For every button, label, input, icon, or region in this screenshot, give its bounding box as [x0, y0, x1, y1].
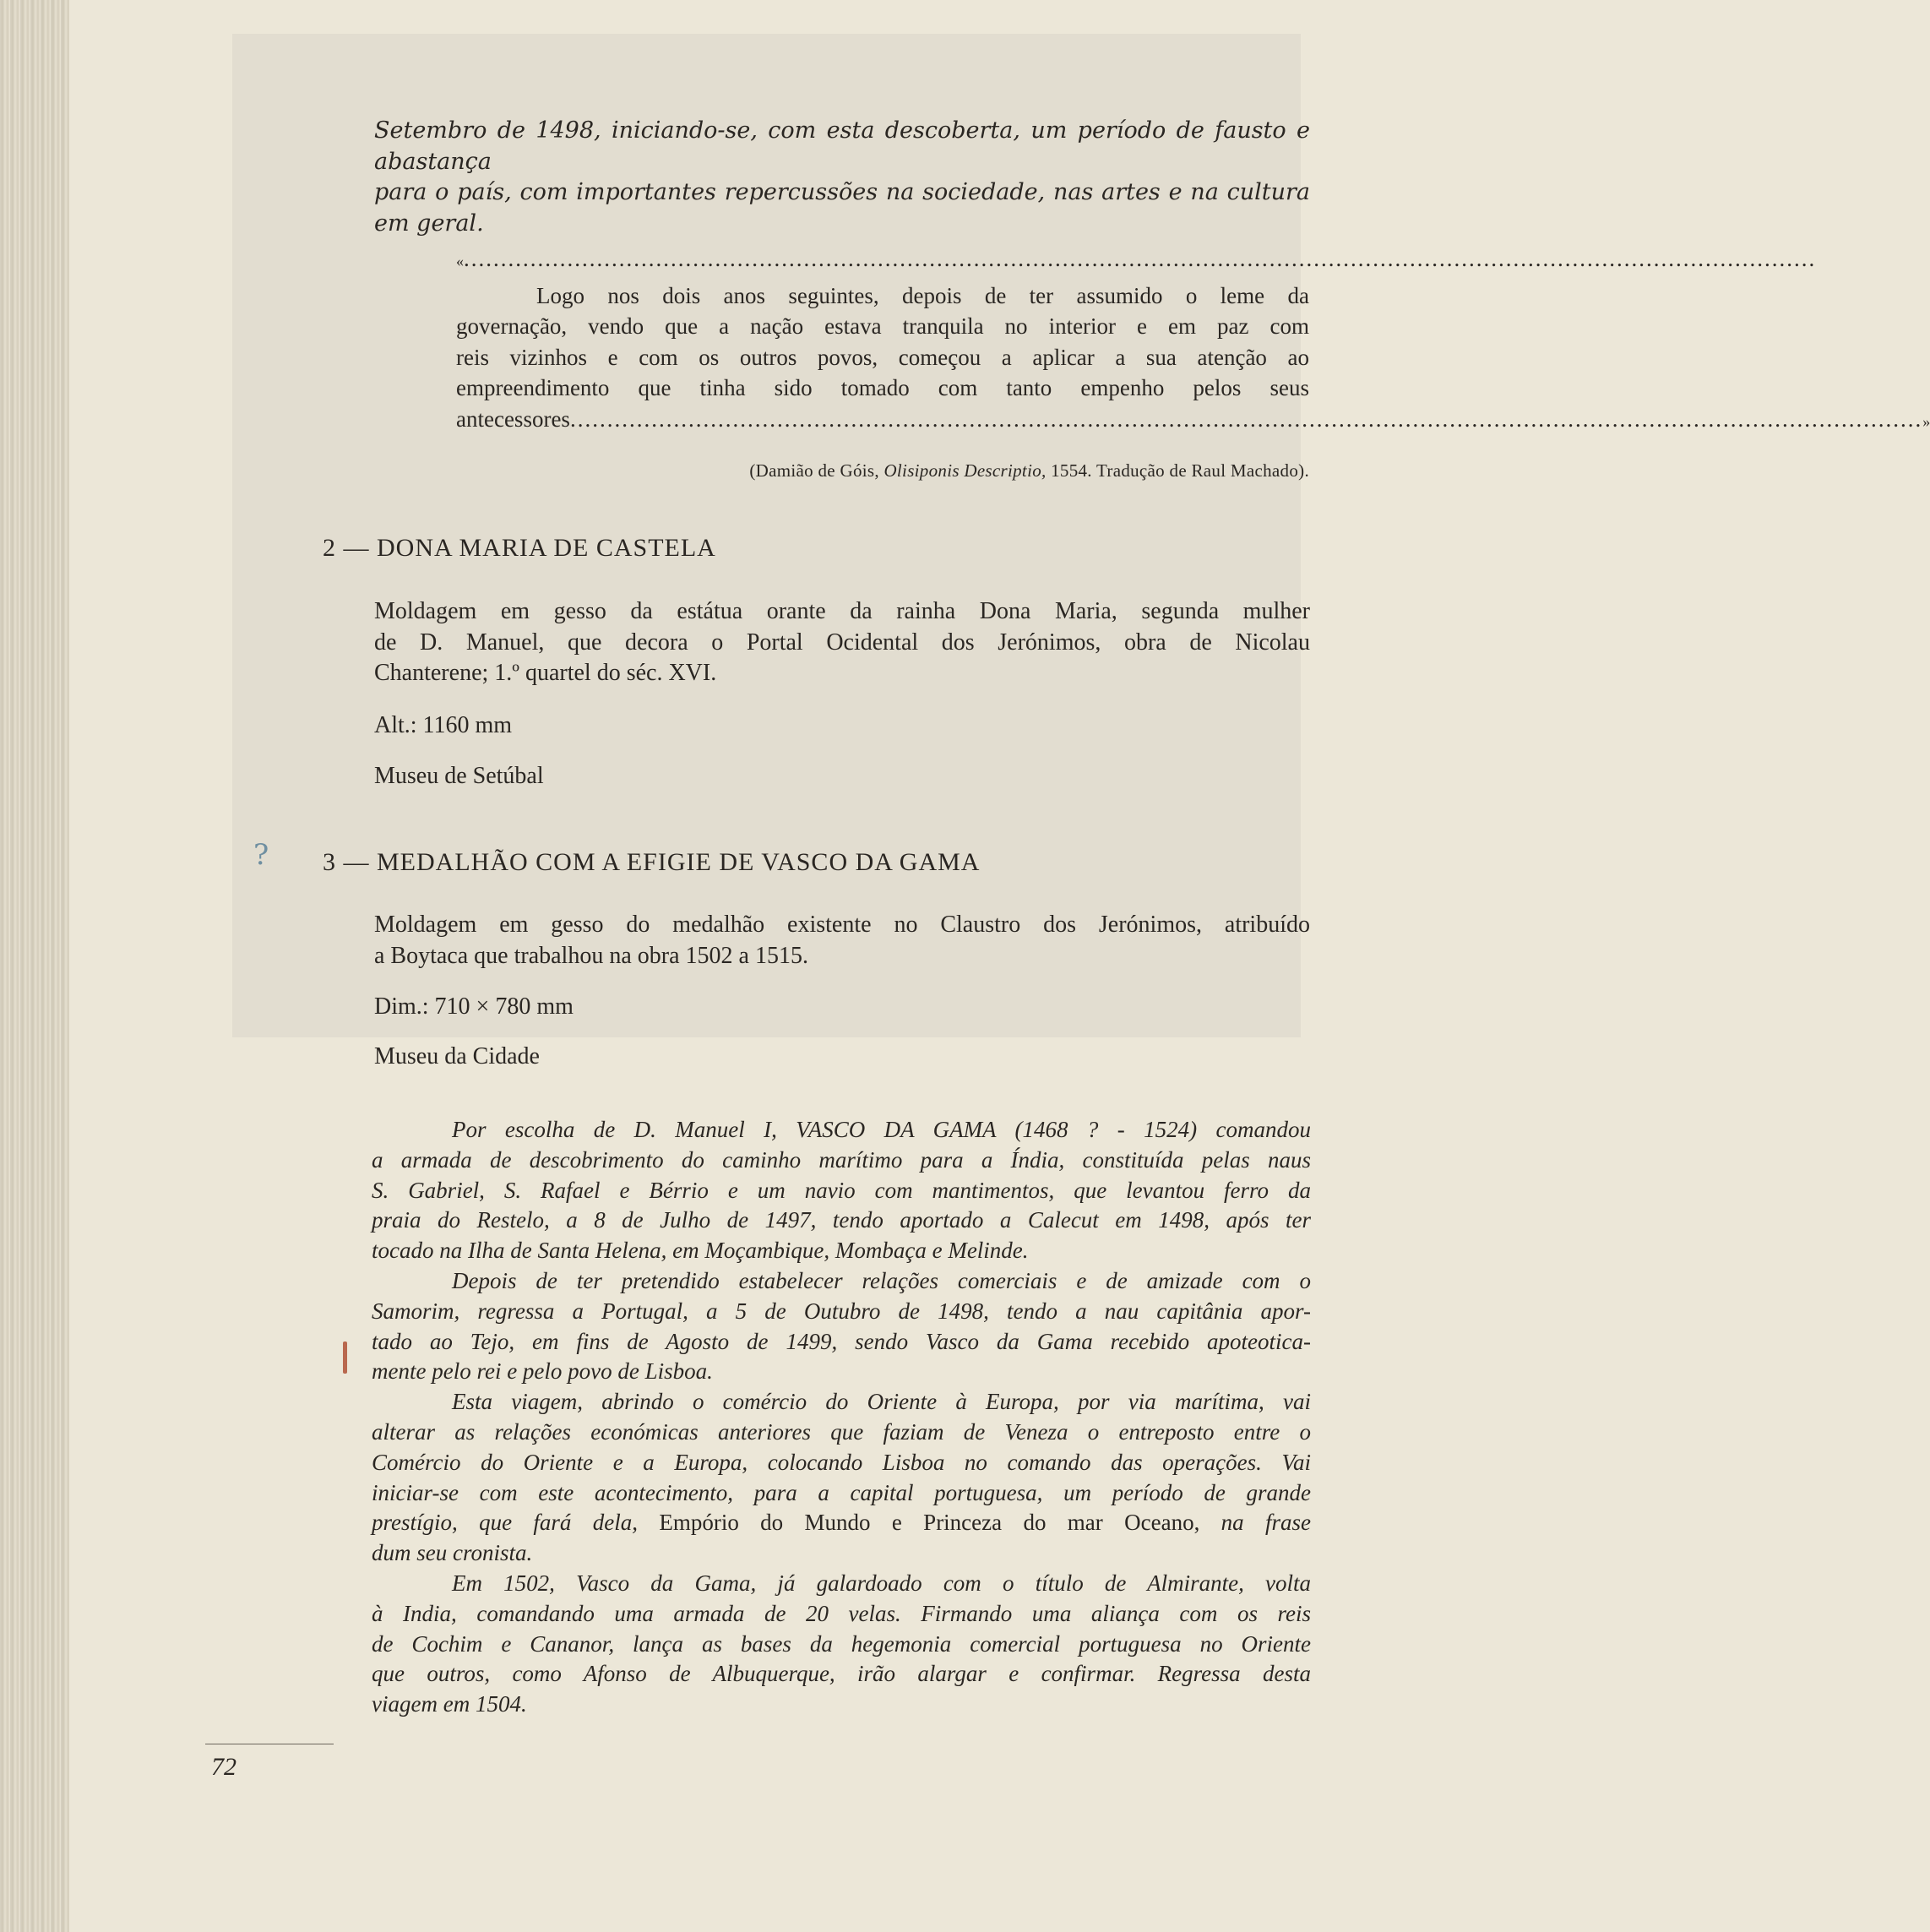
quote-line: governação, vendo que a nação estava tranquila no interior e em paz com — [456, 313, 1309, 339]
item-2-museum: Museu de Setúbal — [374, 763, 544, 789]
narrative-line: praia do Restelo, a 8 de Julho de 1497, tendo aportado a Calecut em 1498, após ter — [372, 1207, 1311, 1233]
quote-line: reis vizinhos e com os outros povos, começou a aplicar a sua atenção ao — [456, 344, 1309, 370]
narrative-line: à India, comandando uma armada de 20 velas. Firmando uma aliança com os reis — [372, 1600, 1311, 1626]
narrative-line: iniciar-se com este acontecimento, para a capital portuguesa, um período de grande — [372, 1479, 1311, 1505]
desc-line: Moldagem em gesso da estátua orante da rainha Dona Maria, segunda mulher — [374, 598, 1310, 624]
intro-line: Setembro de 1498, iniciando-se, com esta descoberta, um período de fausto e abastança — [374, 117, 1310, 175]
desc-line: a Boytaca que trabalhou na obra 1502 a 1515. — [374, 942, 808, 969]
desc-line: de D. Manuel, que decora o Portal Ocidental dos Jerónimos, obra de Nicolau — [374, 629, 1310, 656]
quote-citation — [749, 460, 1309, 482]
item-3-heading: 3 — MEDALHÃO COM A EFIGIE DE VASCO DA GAMA — [323, 848, 981, 876]
quote-block — [456, 243, 1930, 437]
narrative-line: Comércio do Oriente e a Europa, colocando Lisboa no comando das operações. Vai — [372, 1449, 1311, 1475]
narrative-line: Esta viagem, abrindo o comércio do Oriente à Europa, por via marítima, vai — [452, 1389, 1311, 1415]
citation-detail: 1554. Tradução de Raul Machado). — [1046, 460, 1309, 481]
narrative-line: a armada de descobrimento do caminho marítimo para a Índia, constituída pelas naus — [372, 1146, 1311, 1173]
narrative-line-mixed — [372, 1508, 1311, 1538]
desc-line: Moldagem em gesso do medalhão existente no Claustro dos Jerónimos, atribuído — [374, 912, 1310, 938]
quote-last-line — [456, 404, 1930, 438]
citation-author: (Damião de Góis, — [749, 460, 884, 481]
item-2-alt: Alt.: 1160 mm — [374, 712, 513, 738]
narrative-line: de Cochim e Cananor, lança as bases da hegemonia comercial portuguesa no Oriente — [372, 1630, 1311, 1657]
intro-line: para o país, com importantes repercussões na sociedade, nas artes e na cultura — [374, 179, 1310, 205]
quote-open-line — [456, 243, 1817, 277]
quote-last-word: antecessores — [456, 405, 570, 432]
narrative-line: tocado na Ilha de Santa Helena, em Moçambique, Mombaça e Melinde. — [372, 1238, 1029, 1264]
narrative-line: Samorim, regressa a Portugal, a 5 de Outubro de 1498, tendo a nau capitânia apor- — [372, 1298, 1311, 1324]
item-3-description — [374, 910, 1310, 971]
narrative-fragment: na frase — [1199, 1510, 1312, 1536]
narrative-line: que outros, como Afonso de Albuquerque, irão alargar e confirmar. Regressa desta — [372, 1661, 1311, 1687]
book-page-edge — [0, 0, 69, 1932]
narrative-fragment: prestígio, que fará dela, — [372, 1510, 660, 1536]
quote-open-mark: « — [456, 253, 464, 269]
red-margin-mark — [343, 1342, 347, 1374]
item-2-description — [374, 596, 1310, 689]
narrative-line: Por escolha de D. Manuel I, VASCO DA GAMA (1468 ? - 1524) comandou — [452, 1117, 1311, 1142]
narrative-text — [372, 1115, 1311, 1720]
item-3-museum: Museu da Cidade — [374, 1043, 540, 1069]
narrative-line: Depois de ter pretendido estabelecer relações comerciais e de amizade com o — [452, 1267, 1311, 1293]
page-number: 72 — [211, 1753, 236, 1781]
narrative-line: dum seu cronista. — [372, 1540, 533, 1566]
dot-leader: ....................................................................................................................................................................................... — [464, 246, 1817, 271]
item-2-heading: 2 — DONA MARIA DE CASTELA — [323, 534, 716, 562]
desc-line: Chanterene; 1.º quartel do séc. XVI. — [374, 660, 717, 686]
quote-line: empreendimento que tinha sido tomado com tanto empenho pelos seus — [456, 375, 1309, 400]
intro-line: em geral. — [374, 210, 484, 237]
narrative-line: viagem em 1504. — [372, 1691, 527, 1717]
item-3-dimensions: Dim.: 710 × 780 mm — [374, 993, 574, 1020]
narrative-line: alterar as relações económicas anteriores que faziam de Veneza o entreposto entre o — [372, 1418, 1311, 1445]
quote-line: Logo nos dois anos seguintes, depois de ter assumido o leme da — [536, 282, 1309, 308]
quote-close-mark: » — [1922, 412, 1930, 430]
question-mark-annotation: ? — [253, 838, 269, 872]
narrative-line: tado ao Tejo, em fins de Agosto de 1499, sendo Vasco da Gama recebido apoteotica- — [372, 1328, 1311, 1354]
citation-title: Olisiponis Descriptio, — [883, 460, 1047, 481]
intro-paragraph — [374, 116, 1310, 239]
narrative-line: mente pelo rei e pelo povo de Lisboa. — [372, 1358, 713, 1385]
dot-leader: ....................................................................................................................................................................................... — [569, 405, 1923, 432]
narrative-line: Em 1502, Vasco da Gama, já galardoado com o título de Almirante, volta — [452, 1570, 1311, 1596]
narrative-line: S. Gabriel, S. Rafael e Bérrio e um navio com mantimentos, que levantou ferro da — [372, 1177, 1311, 1203]
narrative-quote-fragment: Empório do Mundo e Princeza do mar Oceano, — [659, 1510, 1200, 1536]
